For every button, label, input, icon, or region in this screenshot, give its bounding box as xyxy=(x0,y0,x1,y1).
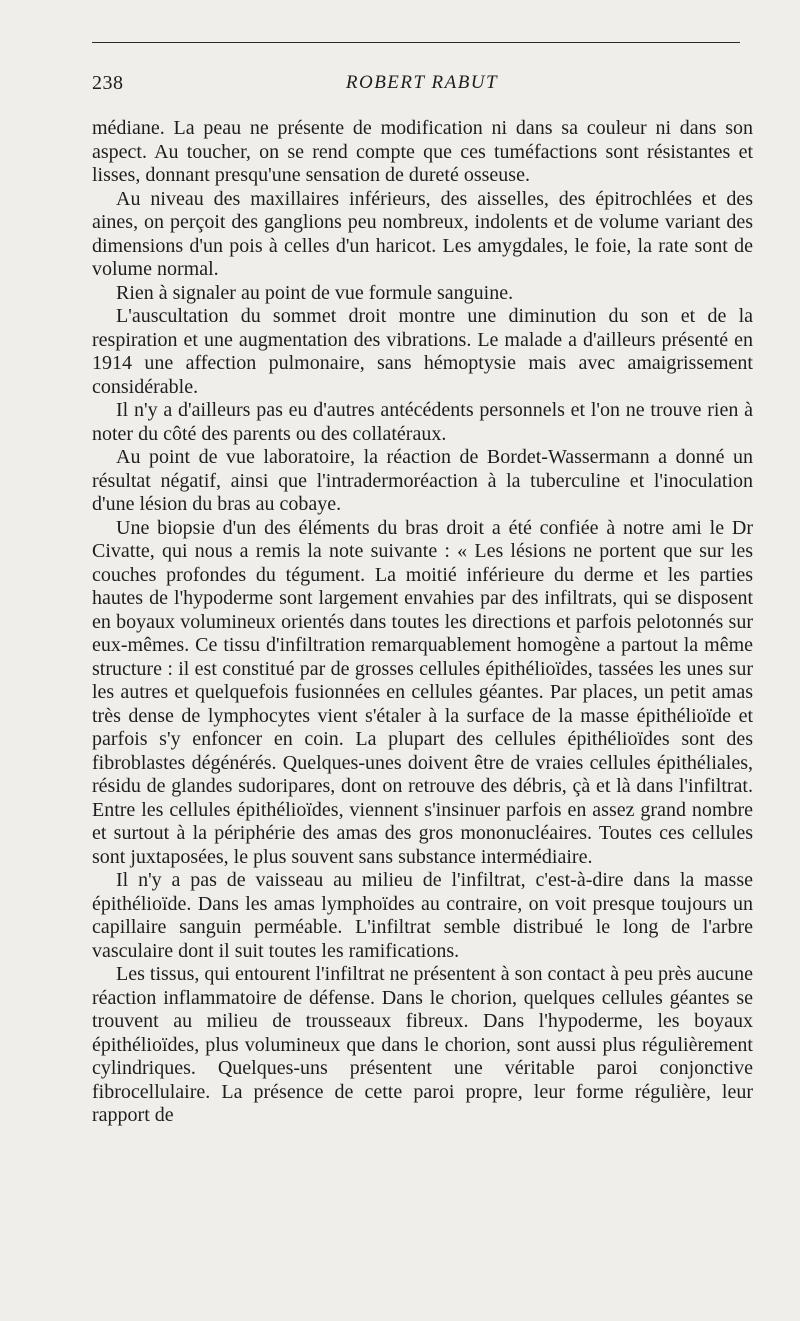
page-header xyxy=(92,66,752,106)
paragraph: Il n'y a pas de vaisseau au milieu de l'infiltrat, c'est-à-dire dans la masse épithélioïde. Dans les amas lymphoïdes au contraire, on voit presque toujours un capillaire sanguin perméable. L'infiltrat semble distribué le long de l'arbre vasculaire dont il suit toutes les ramifications. xyxy=(92,869,753,962)
paragraph: médiane. La peau ne présente de modification ni dans sa couleur ni dans son aspect. Au toucher, on se rend compte que ces tuméfactions sont résistantes et lisses, donnant presqu'une sensation de dureté osseuse. xyxy=(92,117,753,186)
paragraph: Au niveau des maxillaires inférieurs, des aisselles, des épitrochlées et des aines, on perçoit des ganglions peu nombreux, indolents et de volume variant des dimensions d'un pois à celles d'un haricot. Les amygdales, le foie, la rate sont de volume normal. xyxy=(92,187,753,280)
body-text xyxy=(92,117,753,1128)
paragraph: Les tissus, qui entourent l'infiltrat ne présentent à son contact à peu près aucune réaction inflammatoire de défense. Dans le chorion, quelques cellules géantes se trouvent au milieu de trousseaux fibreux. Dans l'hypoderme, les boyaux épithélioïdes, plus volumineux que dans le chorion, sont aussi plus régulièrement cylindriques. Quelques-uns présentent une véritable paroi conjonctive fibrocellulaire. La présence de cette paroi propre, leur forme régulière, leur rapport de xyxy=(92,963,753,1126)
paragraph: L'auscultation du sommet droit montre une diminution du son et de la respiration et une augmentation des vibrations. Le malade a d'ailleurs présenté en 1914 une affection pulmonaire, sans hémoptysie mais avec amaigrissement considérable. xyxy=(92,305,753,398)
running-head: ROBERT RABUT xyxy=(345,72,499,93)
paragraph: Une biopsie d'un des éléments du bras droit a été confiée à notre ami le Dr Civatte, qui nous a remis la note suivante : « Les lésions ne portent que sur les couches profondes du tégument. La moitié inférieure du derme et les parties hautes de l'hypoderme sont largement envahies par des infiltrats, qui se disposent en boyaux volumineux orientés dans toutes les directions et parfois pelotonnés sur eux-mêmes. Ce tissu d'infiltration remarquablement homogène a partout la même structure : il est constitué par de grosses cellules épithélioïdes, tassées les unes sur les autres et quelquefois fusionnées en cellules géantes. Par places, un petit amas très dense de lymphocytes vient s'étaler à la surface de la masse épithélioïde et parfois s'y enfoncer en coin. La plupart des cellules épithélioïdes sont des fibroblastes dégénérés. Quelques-unes doivent être de vraies cellules épithéliales, résidu de glandes sudoripares, dont on retrouve des débris, çà et là dans l'infiltrat. Entre les cellules épithélioïdes, viennent s'insinuer parfois en assez grand nombre et surtout à la périphérie des amas des gros mononucléaires. Toutes ces cellules sont juxtaposées, le plus souvent sans substance intermédiaire. xyxy=(92,516,753,868)
header-rule xyxy=(92,42,740,43)
page-number: 238 xyxy=(92,72,124,94)
paragraph: Il n'y a d'ailleurs pas eu d'autres antécédents personnels et l'on ne trouve rien à noter du côté des parents ou des collatéraux. xyxy=(92,399,753,445)
paragraph: Au point de vue laboratoire, la réaction de Bordet-Wassermann a donné un résultat négatif, ainsi que l'intradermoréaction à la tuberculine et l'inoculation d'une lésion du bras au cobaye. xyxy=(92,446,753,515)
paragraph: Rien à signaler au point de vue formule sanguine. xyxy=(116,281,514,304)
